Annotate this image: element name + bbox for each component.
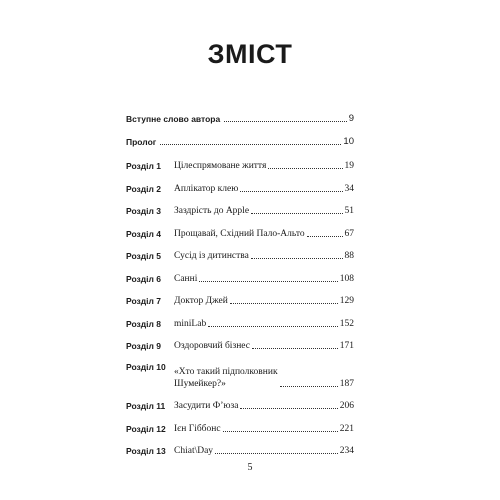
toc-entry-chapter-9 [126, 335, 354, 352]
toc-entry-label: Розділ 2 [126, 183, 162, 194]
toc-entry-page: 234 [339, 446, 354, 456]
page-number: 5 [247, 462, 253, 473]
toc-entry-chapter-11 [126, 395, 354, 412]
toc-entry-chapter-13 [126, 440, 354, 457]
toc-entry-label: Пролог [126, 137, 157, 147]
toc-entry-label: Розділ 4 [126, 228, 162, 239]
toc-entry-label: Розділ 10 [126, 361, 166, 372]
toc-entry-page: 88 [344, 251, 354, 261]
toc-entry-page: 187 [339, 378, 354, 389]
toc-entry-title: Ієн Гіббонс [174, 423, 221, 434]
toc-entry-label: Розділ 12 [126, 423, 166, 434]
toc-entry-label: Розділ 3 [126, 206, 162, 216]
toc-entry-label: Розділ 7 [126, 296, 162, 306]
toc-entry-page: 10 [343, 136, 354, 147]
toc-entry-chapter-6 [126, 268, 354, 285]
toc-entry-page: 9 [348, 113, 354, 124]
toc-entry-title: miniLab [174, 318, 207, 329]
dot-leader [208, 326, 338, 327]
toc-entry-page: 34 [344, 183, 354, 194]
toc-entry-chapter-1 [126, 155, 354, 172]
toc-entry-chapter-7 [126, 290, 354, 307]
dot-leader [252, 348, 338, 349]
toc-entry-page: 67 [344, 228, 354, 239]
toc-entry-title: Прощавай, Східний Пало-Альто [174, 228, 305, 239]
toc-entry-label: Вступне слово автора [126, 114, 221, 124]
dot-leader [215, 453, 338, 454]
toc-entry-title: Цілеспрямоване життя [174, 161, 267, 171]
toc-entry-title: Аплікатор клею [174, 183, 239, 194]
toc-entry-chapter-2 [126, 178, 354, 195]
toc-entry-label: Розділ 1 [126, 161, 162, 171]
dot-leader [160, 144, 341, 145]
toc-entry-label: Розділ 6 [126, 273, 162, 284]
toc-entry-title: Доктор Джей [174, 296, 228, 306]
toc-entry-title-line-2: Шумейкер?» [174, 378, 226, 389]
toc-entry-title: Оздоровчий бізнес [174, 341, 250, 351]
toc-entry-page: 152 [339, 318, 354, 329]
dot-leader [268, 168, 342, 169]
dot-leader [223, 431, 338, 432]
toc-entry-page: 19 [344, 161, 354, 171]
toc-entry-title: Засудити Ф’юза [174, 401, 239, 411]
toc-entry-page: 206 [339, 401, 354, 411]
toc-entry-chapter-3 [126, 200, 354, 217]
toc-entry-chapter-10 [126, 358, 354, 390]
toc-entry-label: Розділ 11 [126, 401, 166, 411]
dot-leader [199, 281, 337, 282]
toc-entry-chapter-8 [126, 313, 354, 330]
dot-leader [224, 121, 347, 122]
toc-entry-chapter-4 [126, 223, 354, 240]
toc-entry-title: Chiat\Day [174, 446, 214, 456]
toc-entry-label: Розділ 9 [126, 341, 162, 351]
dot-leader [230, 303, 338, 304]
table-of-contents [126, 108, 354, 463]
toc-entry-title-wrap [174, 366, 278, 390]
toc-entry-chapter-12 [126, 418, 354, 435]
dot-leader [240, 191, 342, 192]
toc-entry-page: 51 [344, 206, 354, 216]
toc-entry-page: 108 [339, 273, 354, 284]
toc-entry-page: 171 [339, 341, 354, 351]
toc-entry-title: «Хто такий підполковник [174, 366, 278, 377]
dot-leader [251, 213, 342, 214]
dot-leader [307, 236, 343, 237]
dot-leader [240, 408, 337, 409]
dot-leader [251, 258, 343, 259]
toc-entry-page: 221 [339, 423, 354, 434]
toc-entry-prologue [126, 131, 354, 148]
dot-leader [280, 386, 338, 387]
toc-entry-title: Сусід із дитинства [174, 251, 249, 261]
toc-entry-label: Розділ 5 [126, 251, 162, 261]
page-title: ЗМІСТ [207, 39, 293, 69]
toc-entry-title: Заздрість до Apple [174, 206, 250, 216]
toc-entry-page: 129 [339, 296, 354, 306]
toc-entry-label: Розділ 13 [126, 446, 166, 456]
toc-entry-title: Санні [174, 273, 198, 284]
toc-entry-label: Розділ 8 [126, 318, 162, 329]
toc-entry-foreword [126, 108, 354, 125]
toc-entry-chapter-5 [126, 245, 354, 262]
